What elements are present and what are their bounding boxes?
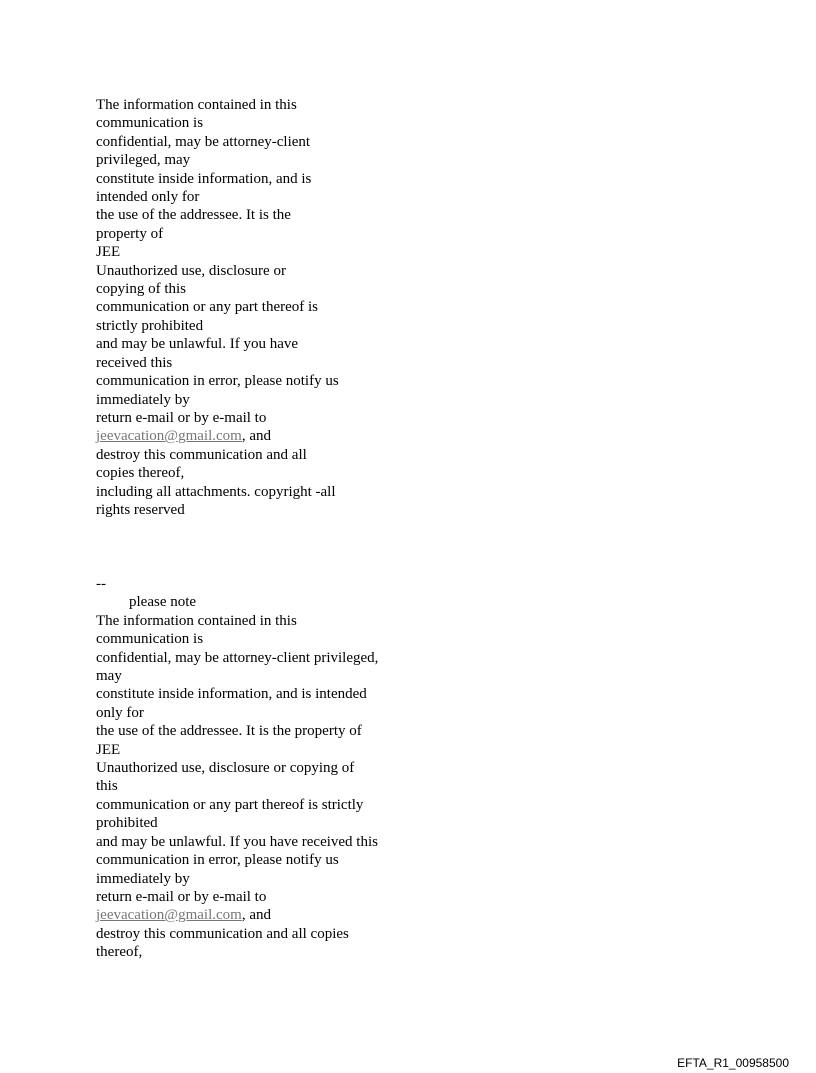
disclaimer-line: destroy this communication and all copies: [96, 925, 349, 942]
disclaimer-block-1: [96, 96, 366, 519]
disclaimer-line: this: [96, 778, 118, 795]
disclaimer-line: thereof,: [96, 944, 143, 961]
disclaimer-line: and may be unlawful. If you have: [96, 336, 299, 353]
disclaimer-line: the use of the addressee. It is the: [96, 207, 291, 224]
document-id: EFTA_R1_00958500: [677, 1056, 789, 1070]
disclaimer-line: received this: [96, 354, 173, 371]
disclaimer-line: confidential, may be attorney-client: [96, 133, 311, 150]
disclaimer-line: communication in error, please notify us: [96, 852, 339, 869]
disclaimer-line: communication in error, please notify us: [96, 373, 339, 390]
disclaimer-line: communication is: [96, 115, 204, 132]
disclaimer-line: communication or any part thereof is: [96, 299, 319, 316]
disclaimer-line: communication is: [96, 631, 204, 648]
disclaimer-line: JEE: [96, 741, 121, 758]
disclaimer-line: constitute inside information, and is: [96, 170, 312, 187]
disclaimer-line: Unauthorized use, disclosure or: [96, 262, 286, 279]
disclaimer-line: copying of this: [96, 281, 186, 298]
disclaimer-line: The information contained in this: [96, 612, 297, 629]
disclaimer-line: confidential, may be attorney-client privileged,: [96, 649, 379, 666]
disclaimer-line: immediately by: [96, 870, 190, 887]
disclaimer-line: strictly prohibited: [96, 317, 204, 334]
email-line: [96, 906, 406, 924]
disclaimer-line: including all attachments. copyright -all: [96, 483, 336, 500]
disclaimer-line: only for: [96, 704, 144, 721]
disclaimer-line: The information contained in this: [96, 97, 297, 113]
disclaimer-line: and may be unlawful. If you have received this: [96, 833, 378, 850]
please-note-heading: please note: [129, 594, 197, 611]
email-line: [96, 427, 366, 445]
disclaimer-line: immediately by: [96, 391, 190, 408]
disclaimer-line: property of: [96, 225, 164, 242]
disclaimer-line: JEE: [96, 244, 121, 261]
disclaimer-line: return e-mail or by e-mail to: [96, 888, 267, 905]
disclaimer-line: rights reserved: [96, 501, 185, 518]
disclaimer-line: may: [96, 668, 122, 685]
disclaimer-line: privileged, may: [96, 152, 191, 169]
signature-separator: --: [96, 576, 106, 592]
disclaimer-line: destroy this communication and all: [96, 446, 307, 463]
email-suffix: , and: [241, 428, 272, 445]
disclaimer-line: return e-mail or by e-mail to: [96, 409, 267, 426]
email-link[interactable]: jeevacation@gmail.com: [96, 428, 242, 445]
disclaimer-line: intended only for: [96, 189, 200, 206]
email-suffix: , and: [241, 907, 272, 924]
disclaimer-line: Unauthorized use, disclosure or copying of: [96, 760, 355, 777]
disclaimer-line: the use of the addressee. It is the property of: [96, 723, 362, 740]
disclaimer-line: constitute inside information, and is intended: [96, 686, 367, 703]
disclaimer-line: communication or any part thereof is strictly: [96, 796, 364, 813]
email-link[interactable]: jeevacation@gmail.com: [96, 907, 242, 924]
disclaimer-line: prohibited: [96, 815, 158, 832]
disclaimer-line: copies thereof,: [96, 465, 185, 482]
disclaimer-block-2: [96, 575, 406, 962]
